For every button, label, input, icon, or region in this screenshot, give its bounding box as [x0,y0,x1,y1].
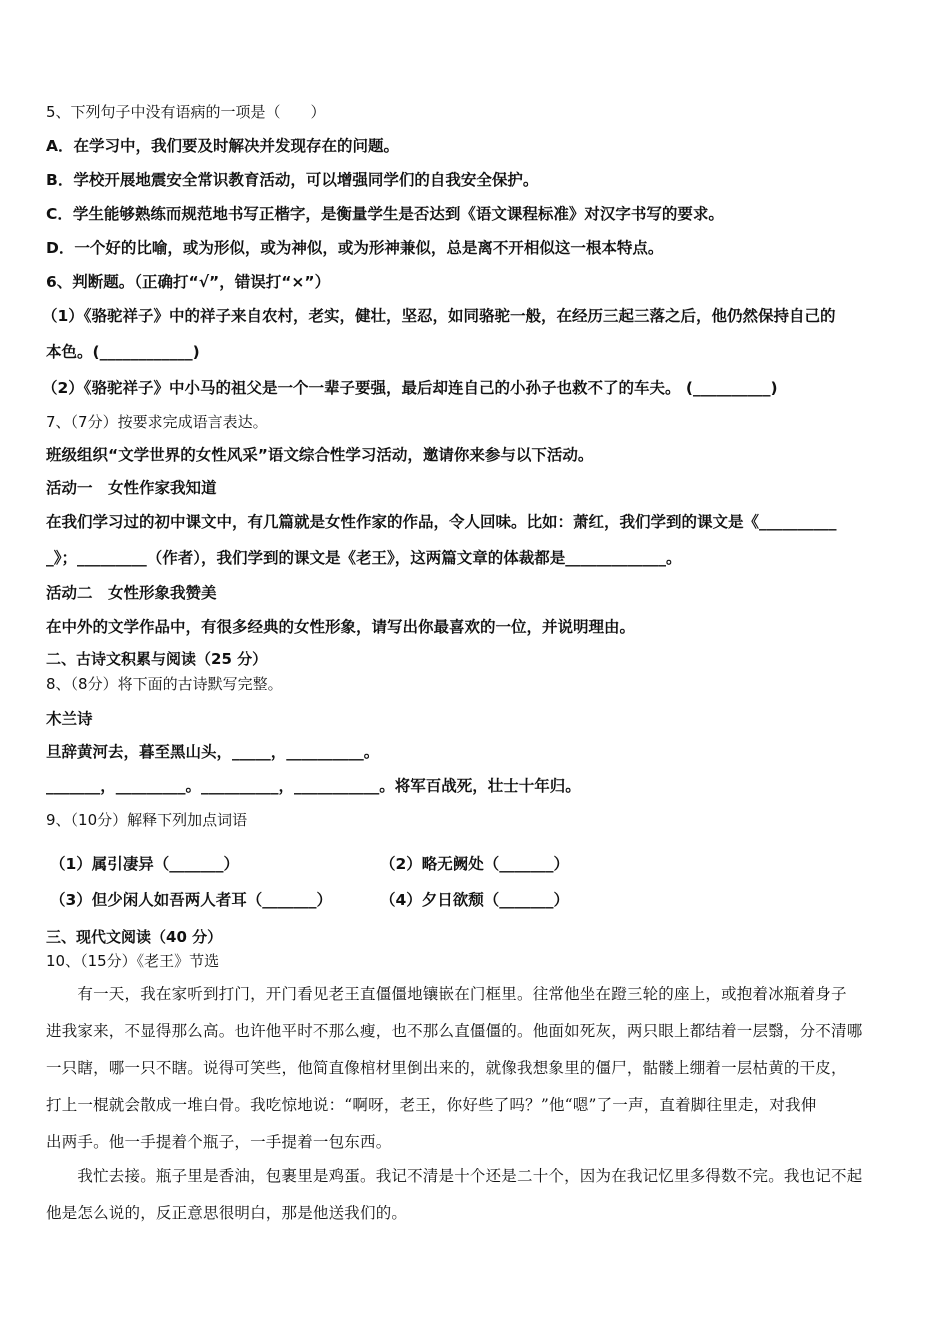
q8-line-2: _______，_________。__________，___________。将军百战死，壮士十年归。 [46,777,581,795]
passage-line: 有一天，我在家听到打门，开门看见老王直僵僵地镶嵌在门框里。往常他坐在蹬三轮的座上，或抱着冰瓶着身子 [46,985,847,1003]
q5-option-b: B．学校开展地震安全常识教育活动，可以增强同学们的自我安全保护。 [46,171,539,189]
q10-stem: 10、（15分）《老王》节选 [46,952,220,970]
q5-option-c: C．学生能够熟练而规范地书写正楷字，是衡量学生是否达到《语文课程标准》对汉字书写的要求。 [46,205,724,223]
q9-item-4: （4）夕日欲颓（_______） [380,891,570,909]
q8-poem-title: 木兰诗 [46,710,93,728]
q5-option-a: A．在学习中，我们要及时解决并发现存在的问题。 [46,137,399,155]
q6-item-2: （2）《骆驼祥子》中小马的祖父是一个一辈子要强，最后却连自己的小孙子也救不了的车夫。 (__________) [42,379,778,397]
section-3-heading: 三、现代文阅读（40 分） [46,928,223,946]
passage-line: 出两手。他一手提着个瓶子，一手提着一包东西。 [46,1133,392,1151]
q7-intro: 班级组织“文学世界的女性风采”语文综合性学习活动，邀请你来参与以下活动。 [46,446,594,464]
q9-item-2: （2）略无阙处（_______） [380,855,570,873]
passage-line: 一只瞎，哪一只不瞎。说得可笑些，他简直像棺材里倒出来的，就像我想象里的僵尸，骷髅上绷着一层枯黄的干皮， [46,1059,847,1077]
passage-line: 进我家来，不显得那么高。也许他平时不那么瘦，也不那么直僵僵的。他面如死灰，两只眼上都结着一层翳，分不清哪 [46,1022,863,1040]
q7-activity-2-text: 在中外的文学作品中，有很多经典的女性形象，请写出你最喜欢的一位，并说明理由。 [46,618,636,636]
q7-activity-1-line-1: 在我们学习过的初中课文中，有几篇就是女性作家的作品，令人回味。比如：萧红，我们学到的课文是《__________ [46,513,837,531]
q7-activity-1-line-2: _》；_________（作者），我们学到的课文是《老王》，这两篇文章的体裁都是_____________。 [46,549,682,567]
passage-line: 我忙去接。瓶子里是香油，包裹里是鸡蛋。我记不清是十个还是二十个，因为在我记忆里多得数不完。我也记不起 [46,1167,863,1185]
q7-activity-2-title: 活动二 女性形象我赞美 [46,584,217,602]
q7-activity-1-title: 活动一 女性作家我知道 [46,479,217,497]
q5-stem: 5、下列句子中没有语病的一项是（ ） [46,103,326,121]
q9-item-1: （1）属引凄异（_______） [50,855,240,873]
q8-line-1: 旦辞黄河去，暮至黑山头，_____，__________。 [46,743,380,761]
q8-stem: 8、（8分）将下面的古诗默写完整。 [46,675,283,693]
passage-line: 打上一棍就会散成一堆白骨。我吃惊地说：“啊呀，老王，你好些了吗？”他“嗯”了一声，直着脚往里走，对我伸 [46,1096,817,1114]
passage-line: 他是怎么说的，反正意思很明白，那是他送我们的。 [46,1204,408,1222]
q9-item-3: （3）但少闲人如吾两人者耳（_______） [50,891,333,909]
q6-stem: 6、判断题。（正确打“√”，错误打“×”） [46,273,331,291]
q5-option-d: D．一个好的比喻，或为形似，或为神似，或为形神兼似，总是离不开相似这一根本特点。 [46,239,664,257]
q7-stem: 7、（7分）按要求完成语言表达。 [46,413,268,431]
q9-stem: 9、（10分）解释下列加点词语 [46,811,248,829]
q6-item-1-line-2: 本色。(____________) [46,343,200,361]
section-2-heading: 二、古诗文积累与阅读（25 分） [46,650,268,668]
q6-item-1-line-1: （1）《骆驼祥子》中的祥子来自农村，老实，健壮，坚忍，如同骆驼一般，在经历三起三落之后，他仍然保持自己的 [42,307,836,325]
